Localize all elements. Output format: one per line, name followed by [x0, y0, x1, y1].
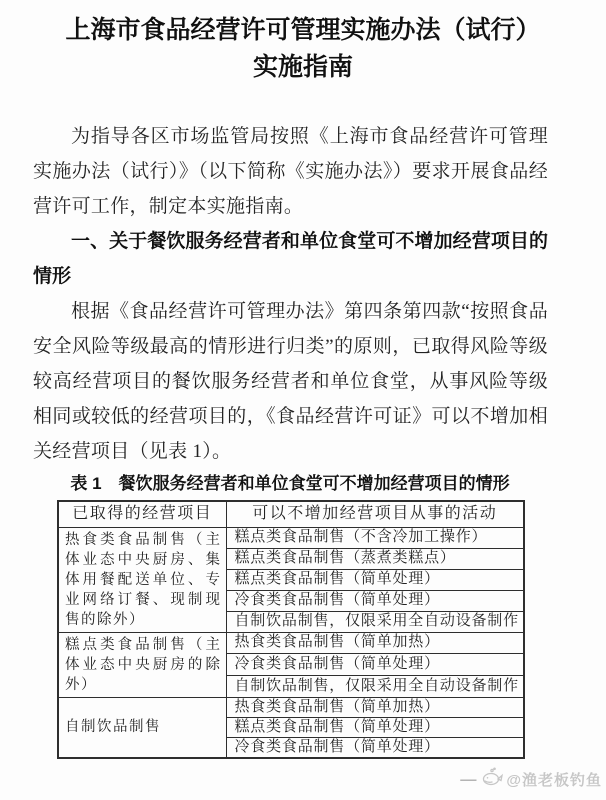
activity-cell: 糕点类食品制售（蒸煮类糕点）	[226, 548, 524, 569]
section1-paragraph: 根据《食品经营许可管理办法》第四条第四款“按照食品安全风险等级最高的情形进行归类”的原则，已取得风险等级较高经营项目的餐饮服务经营者和单位食堂，从事风险等级相同或较低的经营项目的，《食品经营许可证》可以不增加相关经营项目（见表 1）。	[33, 301, 548, 462]
activity-cell: 自制饮品制售，仅限采用全自动设备制作	[226, 675, 524, 697]
acquired-project-cell: 自制饮品制售	[58, 697, 226, 758]
section1-heading: 一、关于餐饮服务经营者和单位食堂可不增加经营项目的情形	[33, 231, 548, 287]
table1	[57, 500, 525, 759]
activity-cell: 冷食类食品制售（简单处理）	[226, 590, 524, 611]
document-title-line2: 实施指南	[252, 53, 353, 81]
table-row	[58, 632, 524, 654]
activity-cell: 糕点类食品制售（不含冷加工操作）	[226, 527, 524, 548]
table1-body	[58, 527, 524, 758]
activity-cell: 热食类食品制售（简单加热）	[226, 697, 524, 717]
activity-cell: 糕点类食品制售（简单处理）	[226, 569, 524, 590]
footer-watermark	[460, 767, 602, 792]
table1-wrapper	[57, 472, 523, 759]
table-row	[58, 697, 524, 717]
acquired-project-cell: 糕点类食品制售（主体业态中央厨房的除外）	[58, 632, 226, 697]
activity-cell: 热食类食品制售（简单加热）	[226, 632, 524, 654]
document-title-line1: 上海市食品经营许可管理实施办法（试行）	[65, 16, 541, 44]
acquired-project-cell: 热食类食品制售（主体业态中央厨房、集体用餐配送单位、专业网络订餐、现制现售的除外）	[58, 527, 226, 632]
fish-logo-icon	[481, 767, 503, 792]
table-row	[58, 527, 524, 548]
table1-header-row	[58, 501, 524, 527]
table1-header-activities: 可以不增加经营项目从事的活动	[226, 501, 524, 527]
table1-caption: 表 1 餐饮服务经营者和单位食堂可不增加经营项目的情形	[70, 474, 510, 493]
document-body	[33, 119, 548, 469]
activity-cell: 糕点类食品制售（简单处理）	[226, 717, 524, 737]
intro-paragraph: 为指导各区市场监管局按照《上海市食品经营许可管理实施办法（试行）》（以下简称《实施办法》）要求开展食品经营许可工作，制定本实施指南。	[33, 126, 548, 217]
watermark-handle: @渔老板钓鱼	[506, 772, 602, 789]
activity-cell: 冷食类食品制售（简单处理）	[226, 654, 524, 676]
page-number-dash: —	[460, 770, 477, 788]
document-title	[0, 0, 606, 86]
activity-cell: 冷食类食品制售（简单处理）	[226, 737, 524, 758]
activity-cell: 自制饮品制售，仅限采用全自动设备制作	[226, 611, 524, 632]
table1-header-acquired: 已取得的经营项目	[58, 501, 226, 527]
